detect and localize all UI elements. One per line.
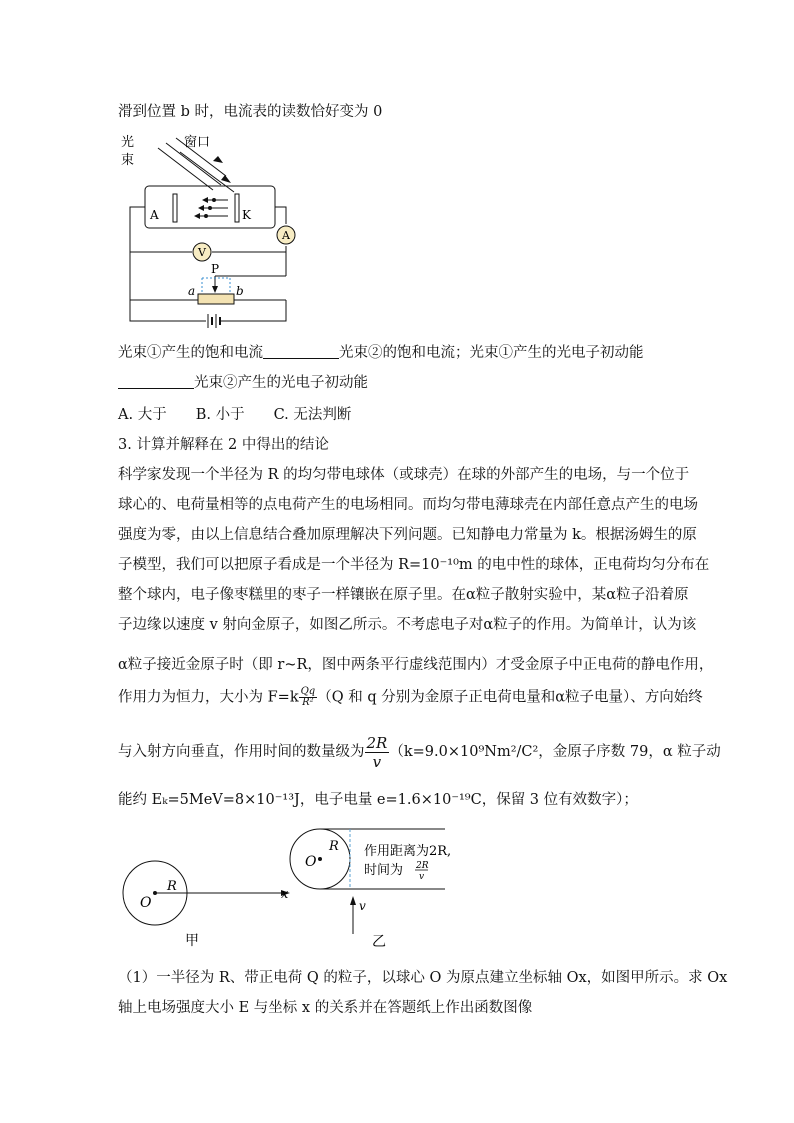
question-3-heading: 3. 计算并解释在 2 中得出的结论 bbox=[118, 437, 329, 453]
label-o: O bbox=[140, 895, 152, 911]
subquestion-1-line-2: 轴上电场强度大小 E 与坐标 x 的关系并在答题纸上作出函数图像 bbox=[118, 1000, 533, 1016]
options-line: A. 大于 B. 小于 C. 无法判断 bbox=[118, 407, 352, 423]
slider-arrow bbox=[212, 286, 218, 293]
paragraph-line-formula: 作用力为恒力，大小为 F=k $\frac{Qq}{\text{R²}}$ （Q 和 q 分别为金原子正电荷电量和α粒子电量）、方向始终 bbox=[118, 686, 703, 708]
paragraph-line: 球心的、电荷量相等的点电荷产生的电场相同。而均匀带电薄球壳在内部任意点产生的电场 bbox=[118, 497, 698, 513]
paragraph-line-time: 与入射方向垂直，作用时间的数量级为 $\frac{2R}{v}$ （k=9.0×10⁹Nm²/C²，金原子序数 79，α 粒子动 bbox=[118, 733, 721, 771]
label-a: a bbox=[188, 284, 196, 298]
label-distance: 作用距离为2R, bbox=[364, 844, 452, 859]
figure-yi bbox=[285, 822, 455, 952]
paragraph-line: 能约 Eₖ=5MeV=8×10⁻¹³J，电子电量 e=1.6×10⁻¹⁹C，保留 3 位有效数字）； bbox=[118, 792, 638, 808]
answer-blank-1[interactable] bbox=[263, 344, 339, 359]
paragraph-line: 科学家发现一个半径为 R 的均匀带电球体（或球壳）在球的外部产生的电场，与一个位于 bbox=[118, 467, 690, 483]
time-frac-num: 2R bbox=[416, 861, 429, 871]
label-x: x bbox=[281, 887, 289, 902]
paragraph-line: 子边缘以速度 v 射向金原子，如图乙所示。不考虑电子对α粒子的作用。为简单计，认为该 bbox=[118, 617, 697, 633]
label-o: O bbox=[305, 854, 317, 870]
time-frac-den: v bbox=[419, 872, 425, 882]
caption-jia: 甲 bbox=[185, 933, 199, 949]
photoelectric-circuit-diagram bbox=[118, 128, 308, 336]
subquestion-1-line-1: （1）一半径为 R、带正电荷 Q 的粒子，以球心 O 为原点建立坐标轴 Ox，如图甲所示。求 Ox bbox=[118, 970, 728, 986]
caption-yi: 乙 bbox=[372, 934, 386, 950]
label-r: R bbox=[329, 839, 339, 854]
paragraph-line: 强度为零，由以上信息结合叠加原理解决下列问题。已知静电力常量为 k。根据汤姆生的原 bbox=[118, 527, 697, 543]
question-line-1: 光束①产生的饱和电流 光束②的饱和电流；光束①产生的光电子初动能 bbox=[118, 345, 644, 361]
light-beam-line bbox=[158, 148, 213, 190]
voltmeter-label: V bbox=[198, 246, 206, 259]
paragraph-line: 子模型，我们可以把原子看成是一个半径为 R=10⁻¹⁰m 的电中性的球体，正电荷均匀分布在 bbox=[118, 557, 710, 573]
velocity-arrow bbox=[350, 896, 356, 905]
label-r: R bbox=[167, 879, 177, 894]
cathode-plate bbox=[235, 194, 239, 222]
force-fraction: $\frac{Qq}{\text{R²}}$ bbox=[300, 686, 316, 708]
answer-blank-2[interactable] bbox=[118, 374, 194, 389]
label-time: 时间为 bbox=[364, 863, 404, 878]
paragraph-line: 整个球内，电子像枣糕里的枣子一样镶嵌在原子里。在α粒子散射实验中，某α粒子沿着原 bbox=[118, 587, 689, 603]
label-p: P bbox=[211, 262, 220, 276]
label-b: b bbox=[236, 284, 244, 298]
paragraph-line: α粒子接近金原子时（即 r~R，图中两条平行虚线范围内）才受金原子中正电荷的静电作用， bbox=[118, 657, 714, 673]
question-line-2: 光束②产生的光电子初动能 bbox=[118, 373, 368, 393]
anode-plate bbox=[173, 194, 177, 222]
figure-jia bbox=[118, 855, 298, 955]
label-window: 窗口 bbox=[184, 135, 211, 150]
label-guang: 光 bbox=[121, 135, 135, 150]
ammeter-label: A bbox=[282, 229, 290, 242]
label-cathode: K bbox=[242, 208, 251, 222]
center-dot bbox=[318, 857, 322, 861]
time-fraction: $\frac{2R}{v}$ bbox=[366, 733, 388, 771]
label-v: v bbox=[359, 899, 366, 913]
label-anode: A bbox=[150, 208, 159, 222]
text-line-top: 滑到位置 b 时，电流表的读数恰好变为 0 bbox=[118, 104, 383, 120]
label-shu: 束 bbox=[121, 153, 135, 168]
